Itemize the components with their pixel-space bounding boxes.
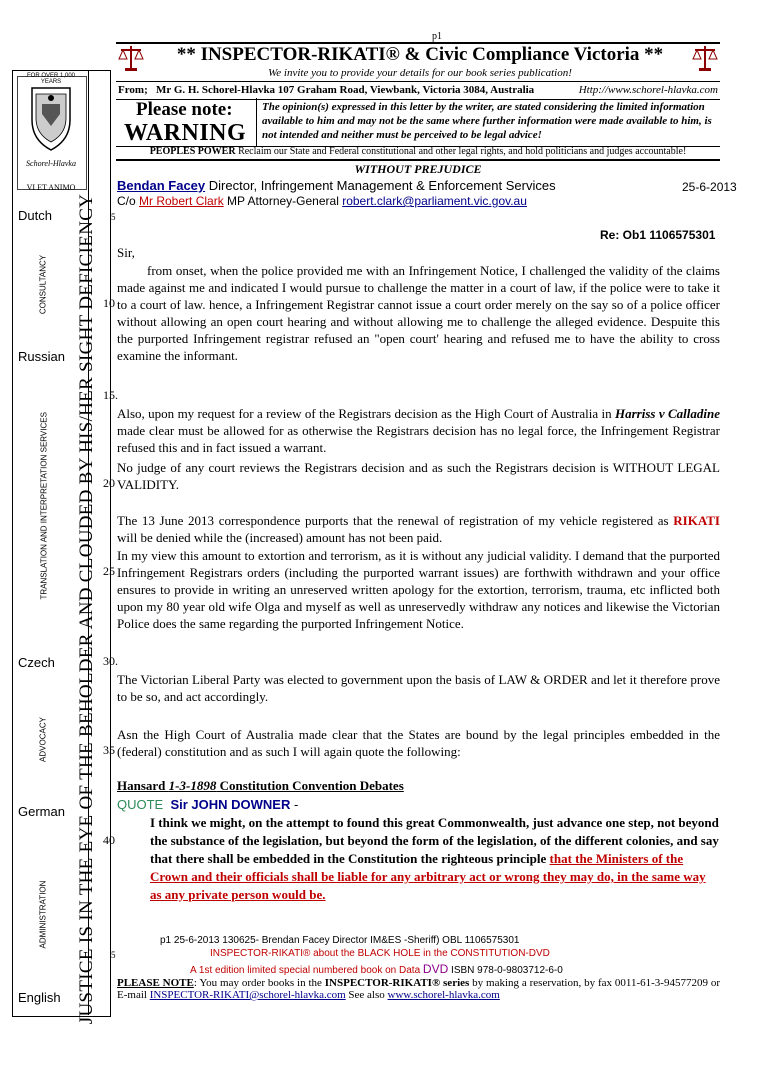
footer-note-text-b: by making a reservation, by fax 0011-61-3-94577209 or E-mail xyxy=(117,977,720,1001)
case-citation: Harriss v Calladine xyxy=(615,406,720,421)
footer-dvd: DVD xyxy=(422,962,449,976)
paragraph-7: Asn the High Court of Australia made clear that the States are bound by the legal principles embedded in the (federal) constitution and as such I will again quote the following: xyxy=(117,727,720,759)
line-number: 20 xyxy=(103,476,115,490)
recipient-name: Bendan Facey xyxy=(117,178,206,193)
hansard-prefix: Hansard xyxy=(117,778,169,793)
family-crest-icon xyxy=(22,84,80,156)
paragraph-3: No judge of any court reviews the Registrars decision and as such the Registrars decision is WITHOUT LEGAL VALIDITY. xyxy=(117,460,720,492)
crest-name: Schorel-Hlavka xyxy=(26,159,76,168)
from-address: Mr G. H. Schorel-Hlavka 107 Graham Road, Viewbank, Victoria 3084, Australia xyxy=(156,84,535,96)
quote-label: QUOTE xyxy=(117,797,164,812)
crest-motto: VI ET ANIMO xyxy=(26,183,76,192)
care-of-prefix: C/o xyxy=(117,194,140,208)
quote-dash: - xyxy=(290,797,299,812)
paragraph-2 xyxy=(117,405,720,456)
quote-body xyxy=(150,814,720,904)
care-of-line xyxy=(117,194,527,208)
without-prejudice-heading: WITHOUT PREJUDICE xyxy=(354,162,482,176)
header-title: ** INSPECTOR-RIKATI® & Civic Compliance Victoria ** xyxy=(176,44,664,65)
paragraph-4 xyxy=(117,512,720,546)
footer-note-text-c: See also xyxy=(345,989,388,1001)
paragraph-5: In my view this amount to extortion and terrorism, as it is without any judicial validity. I demand that the purported Infringement Registrars orders (including the purported warrant issues) are forthwith withdrawn and your office ensures to provide in writing an unreserved written apology for the extortion, terrorism, trauma, etc inflicted both upon my 80 year old wife Olga and myself as well as unreservedly withdraw any notices and likewise the Victorian Police does the same regarding the purported Infringement Notice. xyxy=(117,548,720,631)
quote-speaker: Sir JOHN DOWNER xyxy=(170,797,291,812)
paragraph-1: from onset, when the police provided me with an Infringement Notice, I challenged the validity of the claims made against me and indicated I would pursue to challenge the matter in a court of law, if the police were to take it to a court of law. hence, a Infringement Registrar cannot issue a court order merely on the say so of a police officer without allowing an open court hearing and without allowing me to challenge the alleged evidence. Despuite this the purported Infringement registrar refused an "open court' hearing and refused me to have the ability to cross examine the informant. xyxy=(117,263,720,363)
language-german: German xyxy=(18,804,65,819)
peoples-power-text: Reclaim our State and Federal constitutional and other legal rights, and hold politicians and judges accountable! xyxy=(238,146,687,157)
language-english: English xyxy=(18,990,61,1005)
service-advocacy: ADVOCACY xyxy=(38,717,48,762)
page-number: p1 xyxy=(432,31,442,42)
care-of-title: MP Attorney-General xyxy=(223,194,343,208)
peoples-power-banner xyxy=(116,146,720,161)
service-administration: ADMINISTRATION xyxy=(38,880,48,949)
warning-heading: WARNING xyxy=(124,120,247,146)
service-consultancy: CONSULTANCY xyxy=(38,254,48,315)
footer-please-note: PLEASE NOTE xyxy=(117,977,194,989)
warning-divider xyxy=(256,98,257,146)
quote-attribution xyxy=(117,797,298,812)
footer-note-text-a: : You may order books in the xyxy=(193,977,325,989)
vertical-justice-banner: JUSTICE IS IN THE EYE OF THE BEHOLDER AND CLOUDED BY HIS/HER SIGHT DEFICIENCY xyxy=(76,193,97,1025)
paragraph-4-start: The 13 June 2013 correspondence purports that the renewal of registration of my vehicle registered as xyxy=(117,513,674,528)
service-translation: TRANSLATION AND INTERPRETATION SERVICES xyxy=(39,412,49,600)
paragraph-4-end: will be denied while the (increased) amount has not been paid. xyxy=(117,530,443,545)
header-invite: We invite you to provide your details for our book series publication! xyxy=(268,67,572,79)
line-number: 35 xyxy=(103,743,115,757)
recipient-line xyxy=(117,178,556,193)
paragraph-2-start: Also, upon my request for a review of the Registrars decision as the High Court of Australia in xyxy=(117,406,615,421)
crest-top-text: FOR OVER 1,000 YEARS xyxy=(26,73,76,85)
footer-isbn: ISBN 978-0-9803712-6-0 xyxy=(448,965,563,976)
footer-dvd-title: INSPECTOR-RIKATI® about the BLACK HOLE in the CONSTITUTION-DVD xyxy=(210,948,550,959)
paragraph-6: The Victorian Liberal Party was elected to government upon the basis of LAW & ORDER and let it therefore prove to be so, and act accordingly. xyxy=(117,672,720,704)
website-link[interactable]: Http://www.schorel-hlavka.com xyxy=(578,84,718,96)
peoples-power-label: PEOPLES POWER xyxy=(149,146,236,157)
please-note-heading: Please note: xyxy=(136,99,233,120)
line-number: 25 xyxy=(103,564,115,578)
rikati-highlight: RIKATI xyxy=(673,513,720,528)
paragraph-2-end: made clear must be allowed for as otherwise the Registrars decision has no legal force, the Infringement Registrar refused this and in fact issued a warrant. xyxy=(117,423,720,455)
from-label: From; xyxy=(118,84,148,96)
language-russian: Russian xyxy=(18,349,65,364)
quote-highlight: that the Ministers of the Crown and their officials shall be liable for any arbitrary act or wrong they may do, in the same way as any private person would be. xyxy=(150,851,706,902)
line-number: 10 xyxy=(103,296,115,310)
footer-reference: p1 25-6-2013 130625- Brendan Facey Director IM&ES -Sheriff) OBL 1106575301 xyxy=(160,935,520,946)
quote-text: I think we might, on the attempt to found this great Commonwealth, just advance one step, not beyond the substance of the legislation, but beyond the form of the legislation, of the different colonies, and say that there shall be embedded in the Constitution the righteous principle xyxy=(150,815,719,866)
footer-series: INSPECTOR-RIKATI® series xyxy=(324,977,470,989)
letter-date: 25-6-2013 xyxy=(682,180,737,194)
footer-edition xyxy=(190,962,563,976)
hansard-heading xyxy=(117,778,404,794)
opinion-disclaimer: The opinion(s) expressed in this letter by the writer, are stated considering the limited information available to him and may not be the same where further information were made available to him, is not intended and neither must be perceived to be legal advice! xyxy=(262,101,712,141)
inspector-email-link[interactable]: INSPECTOR-RIKATI@schorel-hlavka.com xyxy=(149,989,346,1001)
line-number: 5 xyxy=(111,950,116,960)
care-of-name: Mr Robert Clark xyxy=(139,194,224,208)
line-number: 30. xyxy=(103,654,118,668)
footer-order-note xyxy=(117,977,720,1001)
language-dutch: Dutch xyxy=(18,208,52,223)
footer-edition-text: A 1st edition limited special numbered book on Data xyxy=(190,965,423,976)
line-number: 40 xyxy=(103,833,115,847)
website-link[interactable]: www.schorel-hlavka.com xyxy=(387,989,500,1001)
recipient-title: Director, Infringement Management & Enforcement Services xyxy=(205,178,556,193)
hansard-suffix: Constitution Convention Debates xyxy=(216,778,404,793)
line-number: 5 xyxy=(111,212,116,222)
language-czech: Czech xyxy=(18,655,55,670)
line-number: 15. xyxy=(103,388,118,402)
reference-line: Re: Ob1 1106575301 xyxy=(600,228,716,242)
attorney-general-email-link[interactable]: robert.clark@parliament.vic.gov.au xyxy=(342,194,527,208)
salutation: Sir, xyxy=(117,245,135,260)
hansard-date: 1-3-1898 xyxy=(168,778,217,793)
